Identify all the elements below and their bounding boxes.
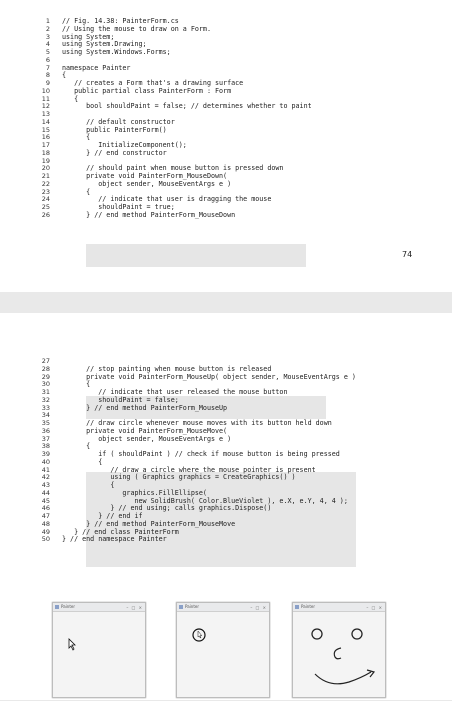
code-text: { <box>62 71 67 80</box>
code-text: private void PainterForm_MouseUp( object sender, MouseEventArgs e ) <box>62 372 356 381</box>
code-text: graphics.FillEllipse( <box>62 488 207 497</box>
window-controls-icon[interactable]: – □ × <box>250 605 267 610</box>
code-text: // indicate that user released the mouse button <box>62 388 288 396</box>
line-number: 24 <box>41 195 50 204</box>
code-text: object sender, MouseEventArgs e ) <box>62 434 232 443</box>
line-number: 16 <box>41 133 50 142</box>
code-text: } // end method PainterForm_MouseDown <box>62 210 236 219</box>
code-text: } // end if <box>62 512 143 520</box>
book-page-top <box>0 0 452 292</box>
code-text: // stop painting when mouse button is released <box>62 364 272 373</box>
window-title: Painter <box>301 604 316 609</box>
code-text: namespace Painter <box>62 63 131 72</box>
page-number: 74 <box>402 250 413 259</box>
line-number: 1 <box>45 17 50 25</box>
code-text: if ( shouldPaint ) // check if mouse button is being pressed <box>62 450 340 458</box>
code-text: } // end method PainterForm_MouseMove <box>62 519 236 528</box>
line-number: 12 <box>41 102 50 111</box>
line-number: 38 <box>41 442 50 451</box>
line-number: 6 <box>45 55 50 64</box>
code-text: { <box>62 457 103 466</box>
code-text: using System; <box>62 32 115 41</box>
line-number: 27 <box>41 357 50 365</box>
code-text: { <box>62 442 91 451</box>
line-number: 5 <box>45 48 50 56</box>
window-title: Painter <box>61 604 76 609</box>
line-number: 4 <box>45 40 50 49</box>
code-text: } // end namespace Painter <box>62 535 167 544</box>
code-text: } // end constructor <box>62 148 167 157</box>
line-number: 22 <box>41 179 50 188</box>
line-number: 19 <box>41 156 50 165</box>
line-number: 37 <box>41 434 50 443</box>
code-text: private void PainterForm_MouseMove( <box>62 426 228 435</box>
line-number: 29 <box>41 372 50 381</box>
code-text: shouldPaint = false; <box>62 395 179 404</box>
mouse-pointer-icon <box>53 612 145 697</box>
drawing-surface[interactable] <box>293 612 385 697</box>
line-number: 17 <box>41 141 50 149</box>
code-text: } // end method PainterForm_MouseUp <box>62 403 228 412</box>
line-number: 11 <box>41 94 50 103</box>
code-text: // indicate that user is dragging the mouse <box>62 195 272 204</box>
line-number: 48 <box>41 519 50 528</box>
line-number: 42 <box>41 473 50 482</box>
code-text: { <box>62 187 91 196</box>
window-titlebar[interactable] <box>177 603 269 612</box>
drawing-surface[interactable] <box>53 612 145 697</box>
line-number: 10 <box>41 86 50 95</box>
line-number: 46 <box>41 504 50 513</box>
line-number: 2 <box>45 24 50 33</box>
window-controls-icon[interactable]: – □ × <box>126 605 143 610</box>
drawn-circle-with-pointer <box>177 612 269 697</box>
line-number: 30 <box>41 380 50 389</box>
drawing-surface[interactable] <box>177 612 269 697</box>
app-icon <box>55 605 59 609</box>
line-number: 25 <box>41 203 50 211</box>
line-number: 41 <box>41 465 50 474</box>
code-text: object sender, MouseEventArgs e ) <box>62 179 232 188</box>
code-text: } // end class PainterForm <box>62 527 179 536</box>
code-text: public partial class PainterForm : Form <box>62 86 232 95</box>
code-text: { <box>62 380 91 389</box>
line-number: 28 <box>41 364 50 373</box>
line-number: 15 <box>41 125 50 134</box>
line-number: 39 <box>41 450 50 458</box>
code-text: new SolidBrush( Color.BlueViolet ), e.X, e.Y, 4, 4 ); <box>62 496 348 505</box>
code-text: } // end using; calls graphics.Dispose() <box>62 504 272 513</box>
line-number: 50 <box>41 535 50 544</box>
code-text: bool shouldPaint = false; // determines whether to paint <box>62 102 312 111</box>
code-text: // creates a Form that's a drawing surface <box>62 79 244 87</box>
painter-window-1[interactable] <box>52 602 146 698</box>
window-titlebar[interactable] <box>53 603 145 612</box>
code-line <box>0 533 452 545</box>
line-number: 8 <box>45 71 50 80</box>
code-text: // should paint when mouse button is pressed down <box>62 164 284 173</box>
code-text: shouldPaint = true; <box>62 203 175 211</box>
code-text: // Using the mouse to draw on a Form. <box>62 24 211 33</box>
app-icon <box>295 605 299 609</box>
line-number: 45 <box>41 496 50 505</box>
code-highlight-mousedown <box>86 244 306 267</box>
code-text: InitializeComponent(); <box>62 141 187 149</box>
line-number: 34 <box>41 411 50 420</box>
line-number: 26 <box>41 210 50 219</box>
code-text: using System.Windows.Forms; <box>62 48 171 56</box>
code-text: // draw circle whenever mouse moves with its button held down <box>62 419 332 427</box>
line-number: 21 <box>41 172 50 180</box>
window-titlebar[interactable] <box>293 603 385 612</box>
painter-window-2[interactable] <box>176 602 270 698</box>
line-number: 44 <box>41 488 50 497</box>
code-text: using System.Drawing; <box>62 40 147 49</box>
line-number: 43 <box>41 481 50 489</box>
app-icon <box>179 605 183 609</box>
line-number: 20 <box>41 164 50 173</box>
code-text: public PainterForm() <box>62 125 167 134</box>
window-title: Painter <box>185 604 200 609</box>
line-number: 3 <box>45 32 50 41</box>
smiley-drawing <box>293 612 385 697</box>
code-text: { <box>62 481 115 489</box>
code-text: { <box>62 133 91 142</box>
line-number: 35 <box>41 419 50 427</box>
line-number: 18 <box>41 148 50 157</box>
line-number: 13 <box>41 110 50 118</box>
line-number: 9 <box>45 79 50 87</box>
line-number: 14 <box>41 117 50 126</box>
line-number: 47 <box>41 512 50 520</box>
line-number: 7 <box>45 63 50 72</box>
line-number: 36 <box>41 426 50 435</box>
line-number: 40 <box>41 457 50 466</box>
code-text: // draw a circle where the mouse pointer is present <box>62 465 316 474</box>
line-number: 49 <box>41 527 50 536</box>
line-number: 23 <box>41 187 50 196</box>
line-number: 33 <box>41 403 50 412</box>
code-text: private void PainterForm_MouseDown( <box>62 172 228 180</box>
code-text: { <box>62 94 79 103</box>
window-controls-icon[interactable]: – □ × <box>366 605 383 610</box>
code-text: using ( Graphics graphics = CreateGraphics() ) <box>62 473 296 482</box>
code-line <box>0 209 452 221</box>
code-text: // default constructor <box>62 117 175 126</box>
code-text: // Fig. 14.38: PainterForm.cs <box>62 17 179 25</box>
painter-window-3[interactable] <box>292 602 386 698</box>
line-number: 31 <box>41 388 50 396</box>
line-number: 32 <box>41 395 50 404</box>
